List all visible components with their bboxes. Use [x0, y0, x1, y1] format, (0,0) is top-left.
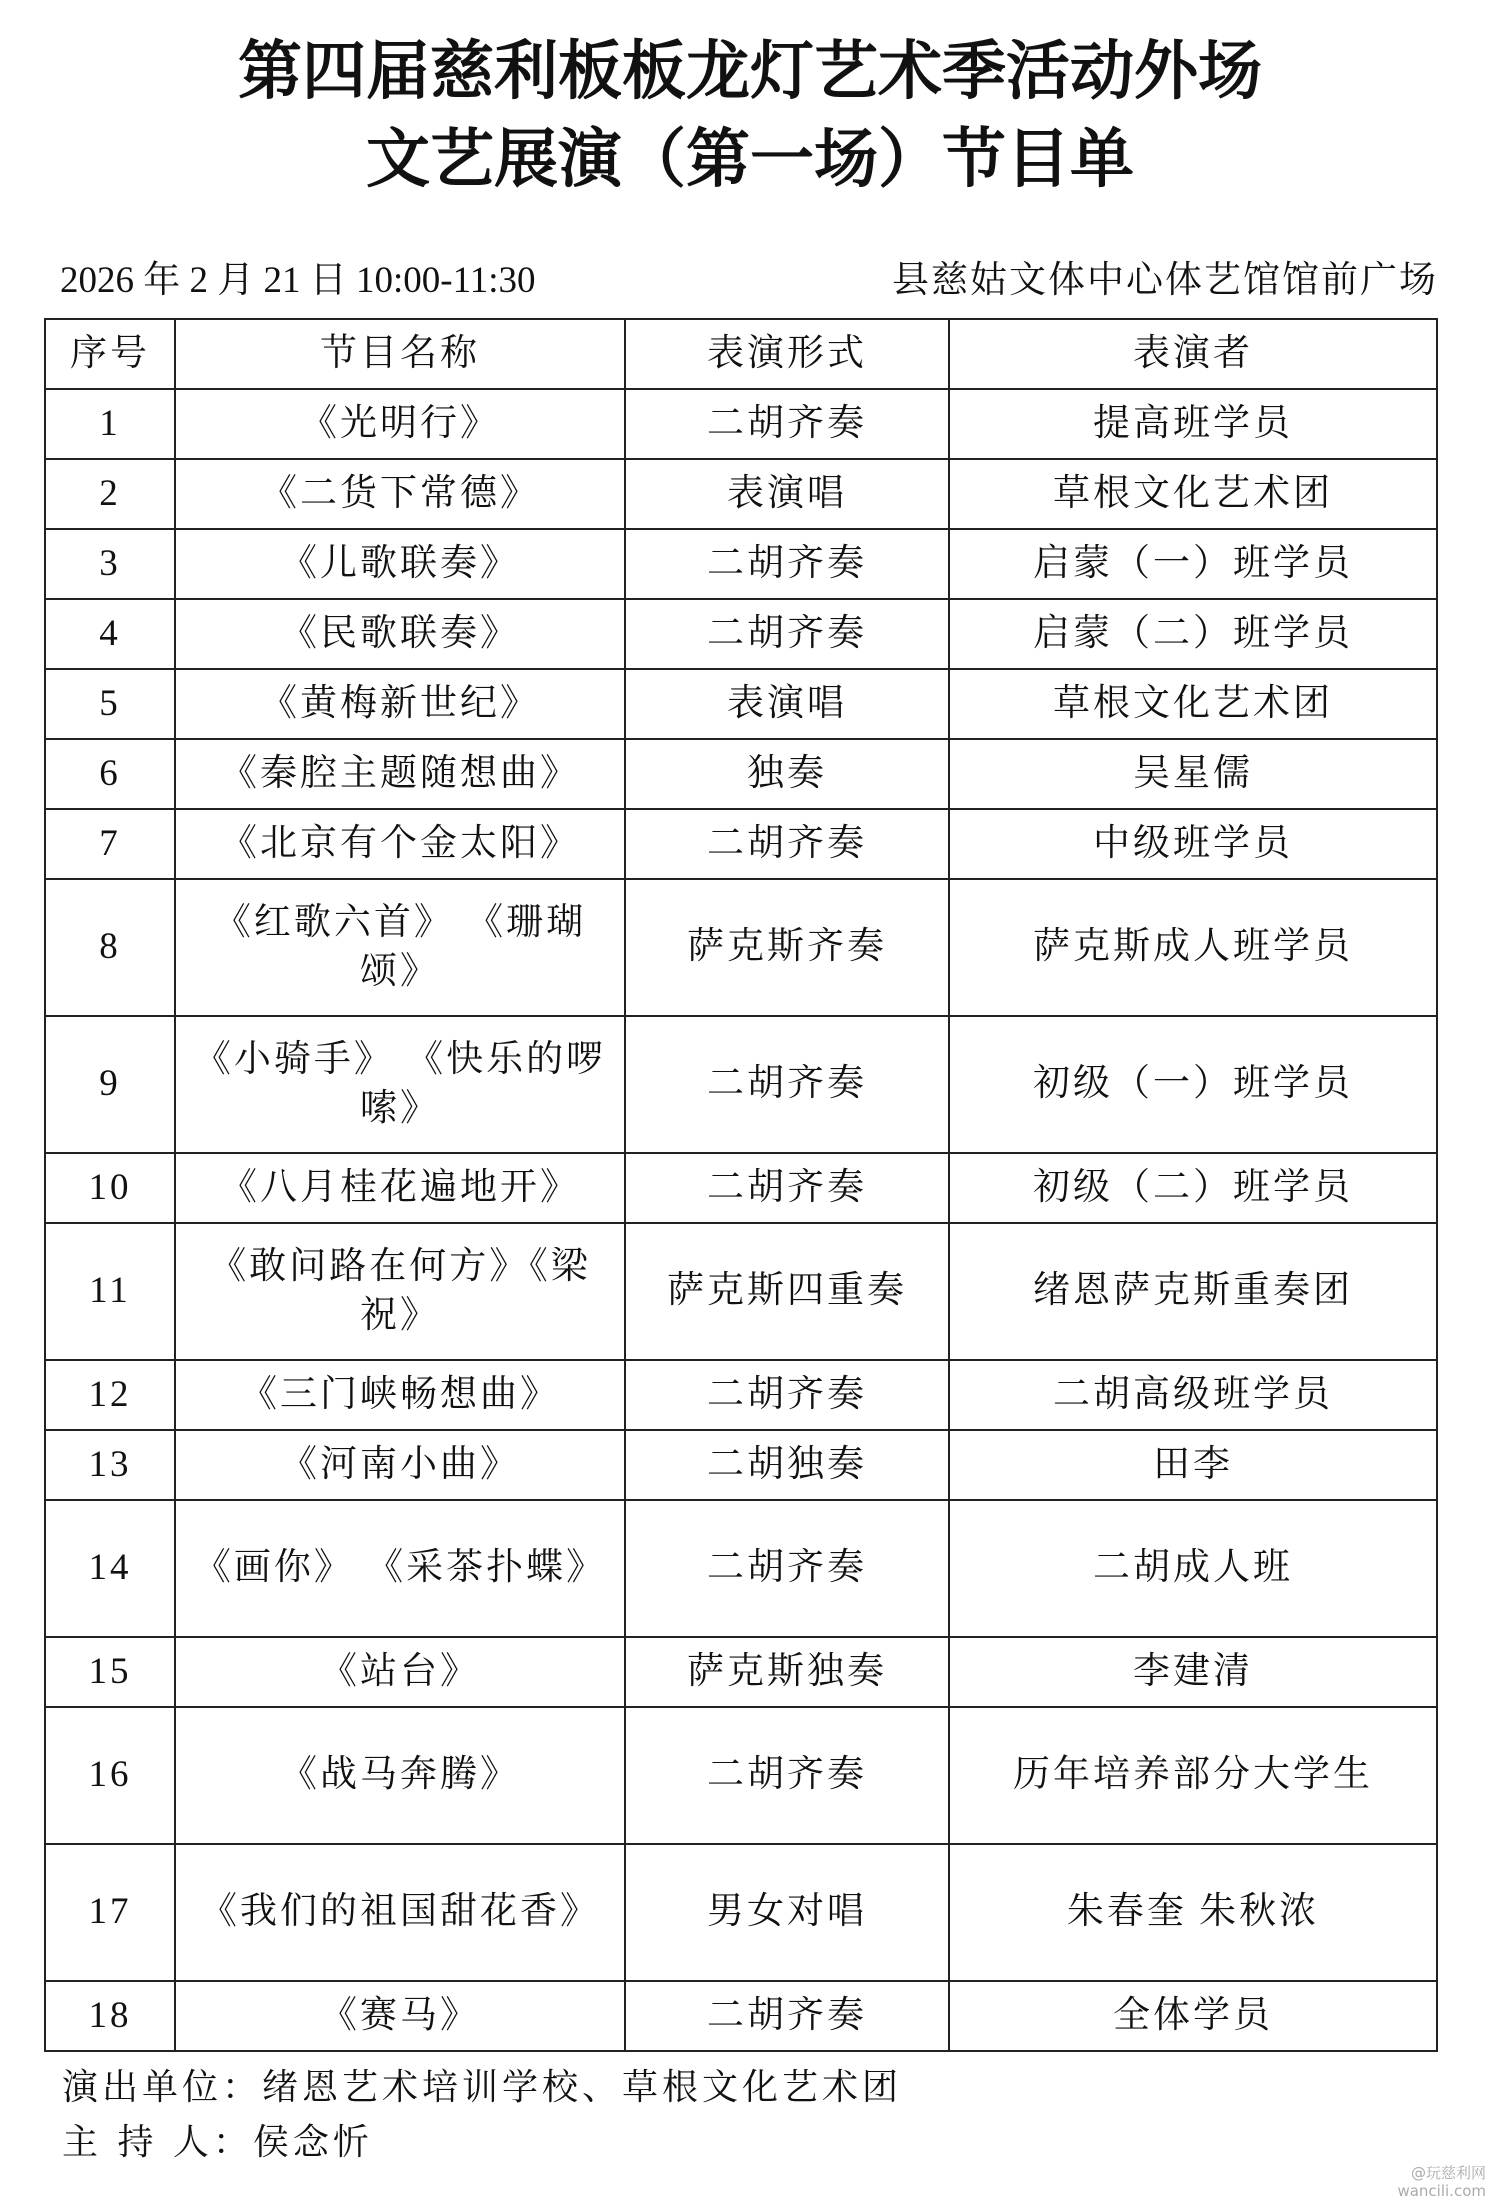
program-title: 《红歌六首》 《珊瑚颂》: [175, 879, 625, 1016]
table-row: [45, 1844, 1437, 1981]
page-title-line-2: 文艺展演（第一场）节目单: [366, 122, 1134, 197]
row-number: 4: [45, 599, 175, 669]
program-title: 《站台》: [175, 1637, 625, 1707]
row-number: 6: [45, 739, 175, 809]
performer: 李建清: [949, 1637, 1437, 1707]
site-watermark: [1397, 2164, 1486, 2200]
program-title: 《光明行》: [175, 389, 625, 459]
column-header-title: 节目名称: [175, 319, 625, 389]
performer: 田李: [949, 1430, 1437, 1500]
program-title: 《三门峡畅想曲》: [175, 1360, 625, 1430]
row-number: 10: [45, 1153, 175, 1223]
table-row: [45, 669, 1437, 739]
performance-form: 萨克斯齐奏: [625, 879, 949, 1016]
program-title: 《河南小曲》: [175, 1430, 625, 1500]
table-row: [45, 529, 1437, 599]
row-number: 16: [45, 1707, 175, 1844]
table-row: [45, 1500, 1437, 1637]
performer: 初级（一）班学员: [949, 1016, 1437, 1153]
row-number: 5: [45, 669, 175, 739]
program-title: 《赛马》: [175, 1981, 625, 2051]
performance-form: 二胡齐奏: [625, 809, 949, 879]
performer: 启蒙（二）班学员: [949, 599, 1437, 669]
performance-form: 二胡齐奏: [625, 1981, 949, 2051]
row-number: 14: [45, 1500, 175, 1637]
column-header-form: 表演形式: [625, 319, 949, 389]
program-title: 《二货下常德》: [175, 459, 625, 529]
program-title: 《我们的祖国甜花香》: [175, 1844, 625, 1981]
performer: 历年培养部分大学生: [949, 1707, 1437, 1844]
program-title: 《北京有个金太阳》: [175, 809, 625, 879]
table-row: [45, 1707, 1437, 1844]
table-header-row: [45, 319, 1437, 389]
performer: 吴星儒: [949, 739, 1437, 809]
event-venue: 县慈姑文体中心体艺馆馆前广场: [892, 260, 1438, 301]
performance-form: 表演唱: [625, 669, 949, 739]
row-number: 12: [45, 1360, 175, 1430]
row-number: 18: [45, 1981, 175, 2051]
table-row: [45, 1016, 1437, 1153]
table-row: [45, 599, 1437, 669]
performance-form: 二胡独奏: [625, 1430, 949, 1500]
performance-form: 萨克斯四重奏: [625, 1223, 949, 1360]
table-row: [45, 1223, 1437, 1360]
performer: 启蒙（一）班学员: [949, 529, 1437, 599]
performance-form: 男女对唱: [625, 1844, 949, 1981]
row-number: 2: [45, 459, 175, 529]
performer: 萨克斯成人班学员: [949, 879, 1437, 1016]
table-row: [45, 1637, 1437, 1707]
performance-form: 二胡齐奏: [625, 529, 949, 599]
column-header-performer: 表演者: [949, 319, 1437, 389]
row-number: 3: [45, 529, 175, 599]
table-row: [45, 1153, 1437, 1223]
event-datetime: 2026 年 2 月 21 日 10:00-11:30: [60, 260, 536, 301]
table-row: [45, 879, 1437, 1016]
table-row: [45, 459, 1437, 529]
program-title: 《小骑手》 《快乐的啰嗦》: [175, 1016, 625, 1153]
performance-form: 表演唱: [625, 459, 949, 529]
program-title: 《儿歌联奏》: [175, 529, 625, 599]
program-title: 《民歌联奏》: [175, 599, 625, 669]
performer: 中级班学员: [949, 809, 1437, 879]
performer: 提高班学员: [949, 389, 1437, 459]
table-row: [45, 809, 1437, 879]
program-title: 《战马奔腾》: [175, 1707, 625, 1844]
row-number: 15: [45, 1637, 175, 1707]
performer: 草根文化艺术团: [949, 459, 1437, 529]
performance-form: 二胡齐奏: [625, 1707, 949, 1844]
page-title-line-1: 第四届慈利板板龙灯艺术季活动外场: [238, 34, 1262, 109]
performance-form: 二胡齐奏: [625, 1153, 949, 1223]
table-row: [45, 1430, 1437, 1500]
program-title: 《秦腔主题随想曲》: [175, 739, 625, 809]
row-number: 8: [45, 879, 175, 1016]
performance-form: 二胡齐奏: [625, 1016, 949, 1153]
performance-form: 二胡齐奏: [625, 1360, 949, 1430]
performer: 初级（二）班学员: [949, 1153, 1437, 1223]
performer: 草根文化艺术团: [949, 669, 1437, 739]
table-row: [45, 389, 1437, 459]
performer: 二胡高级班学员: [949, 1360, 1437, 1430]
program-title: 《八月桂花遍地开》: [175, 1153, 625, 1223]
performer: 绪恩萨克斯重奏团: [949, 1223, 1437, 1360]
column-header-number: 序号: [45, 319, 175, 389]
table-row: [45, 1360, 1437, 1430]
performer: 全体学员: [949, 1981, 1437, 2051]
watermark-brand: @玩慈利网: [1410, 2164, 1486, 2182]
performance-form: 二胡齐奏: [625, 389, 949, 459]
row-number: 11: [45, 1223, 175, 1360]
row-number: 17: [45, 1844, 175, 1981]
watermark-domain: wancili.com: [1397, 2182, 1486, 2200]
program-table: [44, 318, 1438, 2052]
row-number: 13: [45, 1430, 175, 1500]
organizers-line: 演出单位：绪恩艺术培训学校、草根文化艺术团: [62, 2067, 903, 2108]
program-title: 《敢问路在何方》《梁祝》: [175, 1223, 625, 1360]
program-title: 《画你》 《采茶扑蝶》: [175, 1500, 625, 1637]
host-line: 主 持 人：侯念忻: [62, 2122, 373, 2163]
table-row: [45, 1981, 1437, 2051]
performance-form: 二胡齐奏: [625, 1500, 949, 1637]
performance-form: 二胡齐奏: [625, 599, 949, 669]
performer: 朱春奎 朱秋浓: [949, 1844, 1437, 1981]
performance-form: 独奏: [625, 739, 949, 809]
row-number: 1: [45, 389, 175, 459]
program-title: 《黄梅新世纪》: [175, 669, 625, 739]
performer: 二胡成人班: [949, 1500, 1437, 1637]
performance-form: 萨克斯独奏: [625, 1637, 949, 1707]
row-number: 9: [45, 1016, 175, 1153]
row-number: 7: [45, 809, 175, 879]
table-row: [45, 739, 1437, 809]
